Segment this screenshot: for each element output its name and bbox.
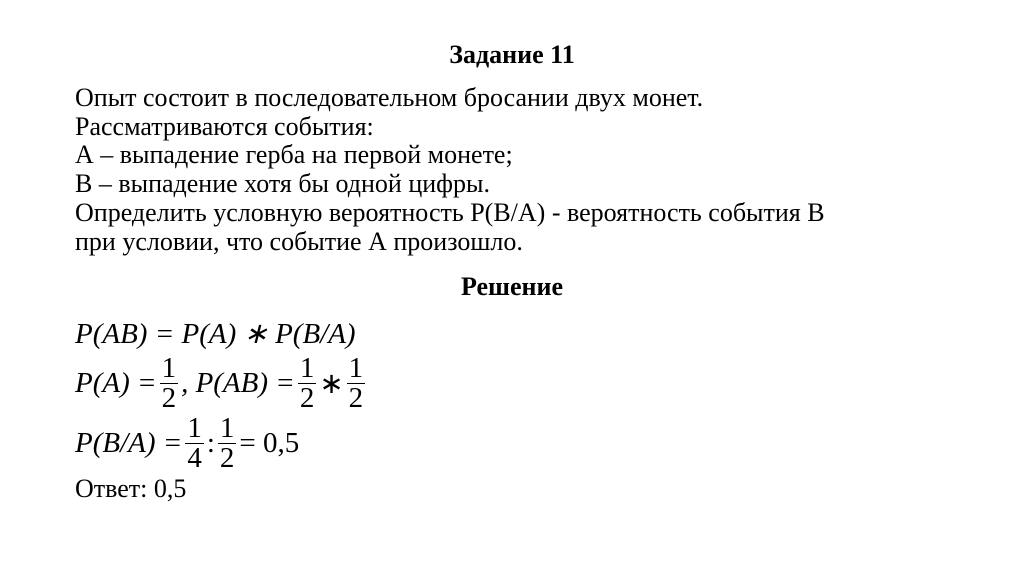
- formula-text: = 0,5: [239, 427, 300, 459]
- denominator: 4: [187, 442, 202, 474]
- denominator: 2: [299, 382, 315, 414]
- formula-text: P(B/A) =: [75, 427, 183, 459]
- problem-line: Рассматриваются события:: [75, 111, 374, 141]
- problem-line: В – выпадение хотя бы одной цифры.: [75, 169, 490, 199]
- fraction: [298, 354, 317, 413]
- formula-conditional: [75, 414, 299, 473]
- fraction: [347, 354, 366, 413]
- problem-line: Определить условную вероятность Р(В/А) - вероятность события В: [75, 197, 825, 227]
- problem-line: А – выпадение герба на первой монете;: [75, 140, 513, 170]
- answer: Ответ: 0,5: [75, 474, 187, 503]
- fraction: [160, 354, 179, 413]
- formula-text: P(A) =: [75, 367, 157, 399]
- solution-heading: Решение: [460, 272, 564, 301]
- denominator: 2: [219, 442, 235, 474]
- numerator: 1: [348, 352, 364, 384]
- operator: :: [206, 427, 215, 459]
- numerator: 1: [299, 352, 315, 384]
- fraction: [185, 414, 204, 473]
- numerator: 1: [219, 412, 235, 444]
- problem-text: [75, 84, 825, 256]
- formula-multiplication-rule: P(AB) = P(A) ∗ P(B/A): [75, 318, 356, 350]
- fraction: [218, 414, 237, 473]
- denominator: 2: [161, 382, 177, 414]
- problem-line: Опыт состоит в последовательном бросании двух монет.: [75, 83, 704, 112]
- problem-line: при условии, что событие А произошло.: [75, 226, 523, 256]
- numerator: 1: [161, 352, 177, 384]
- formula-text: , P(AB) =: [181, 367, 295, 399]
- formula-probabilities: [75, 354, 368, 413]
- task-title: Задание 11: [449, 40, 575, 69]
- numerator: 1: [187, 412, 202, 444]
- operator: ∗: [319, 368, 344, 400]
- denominator: 2: [348, 382, 364, 414]
